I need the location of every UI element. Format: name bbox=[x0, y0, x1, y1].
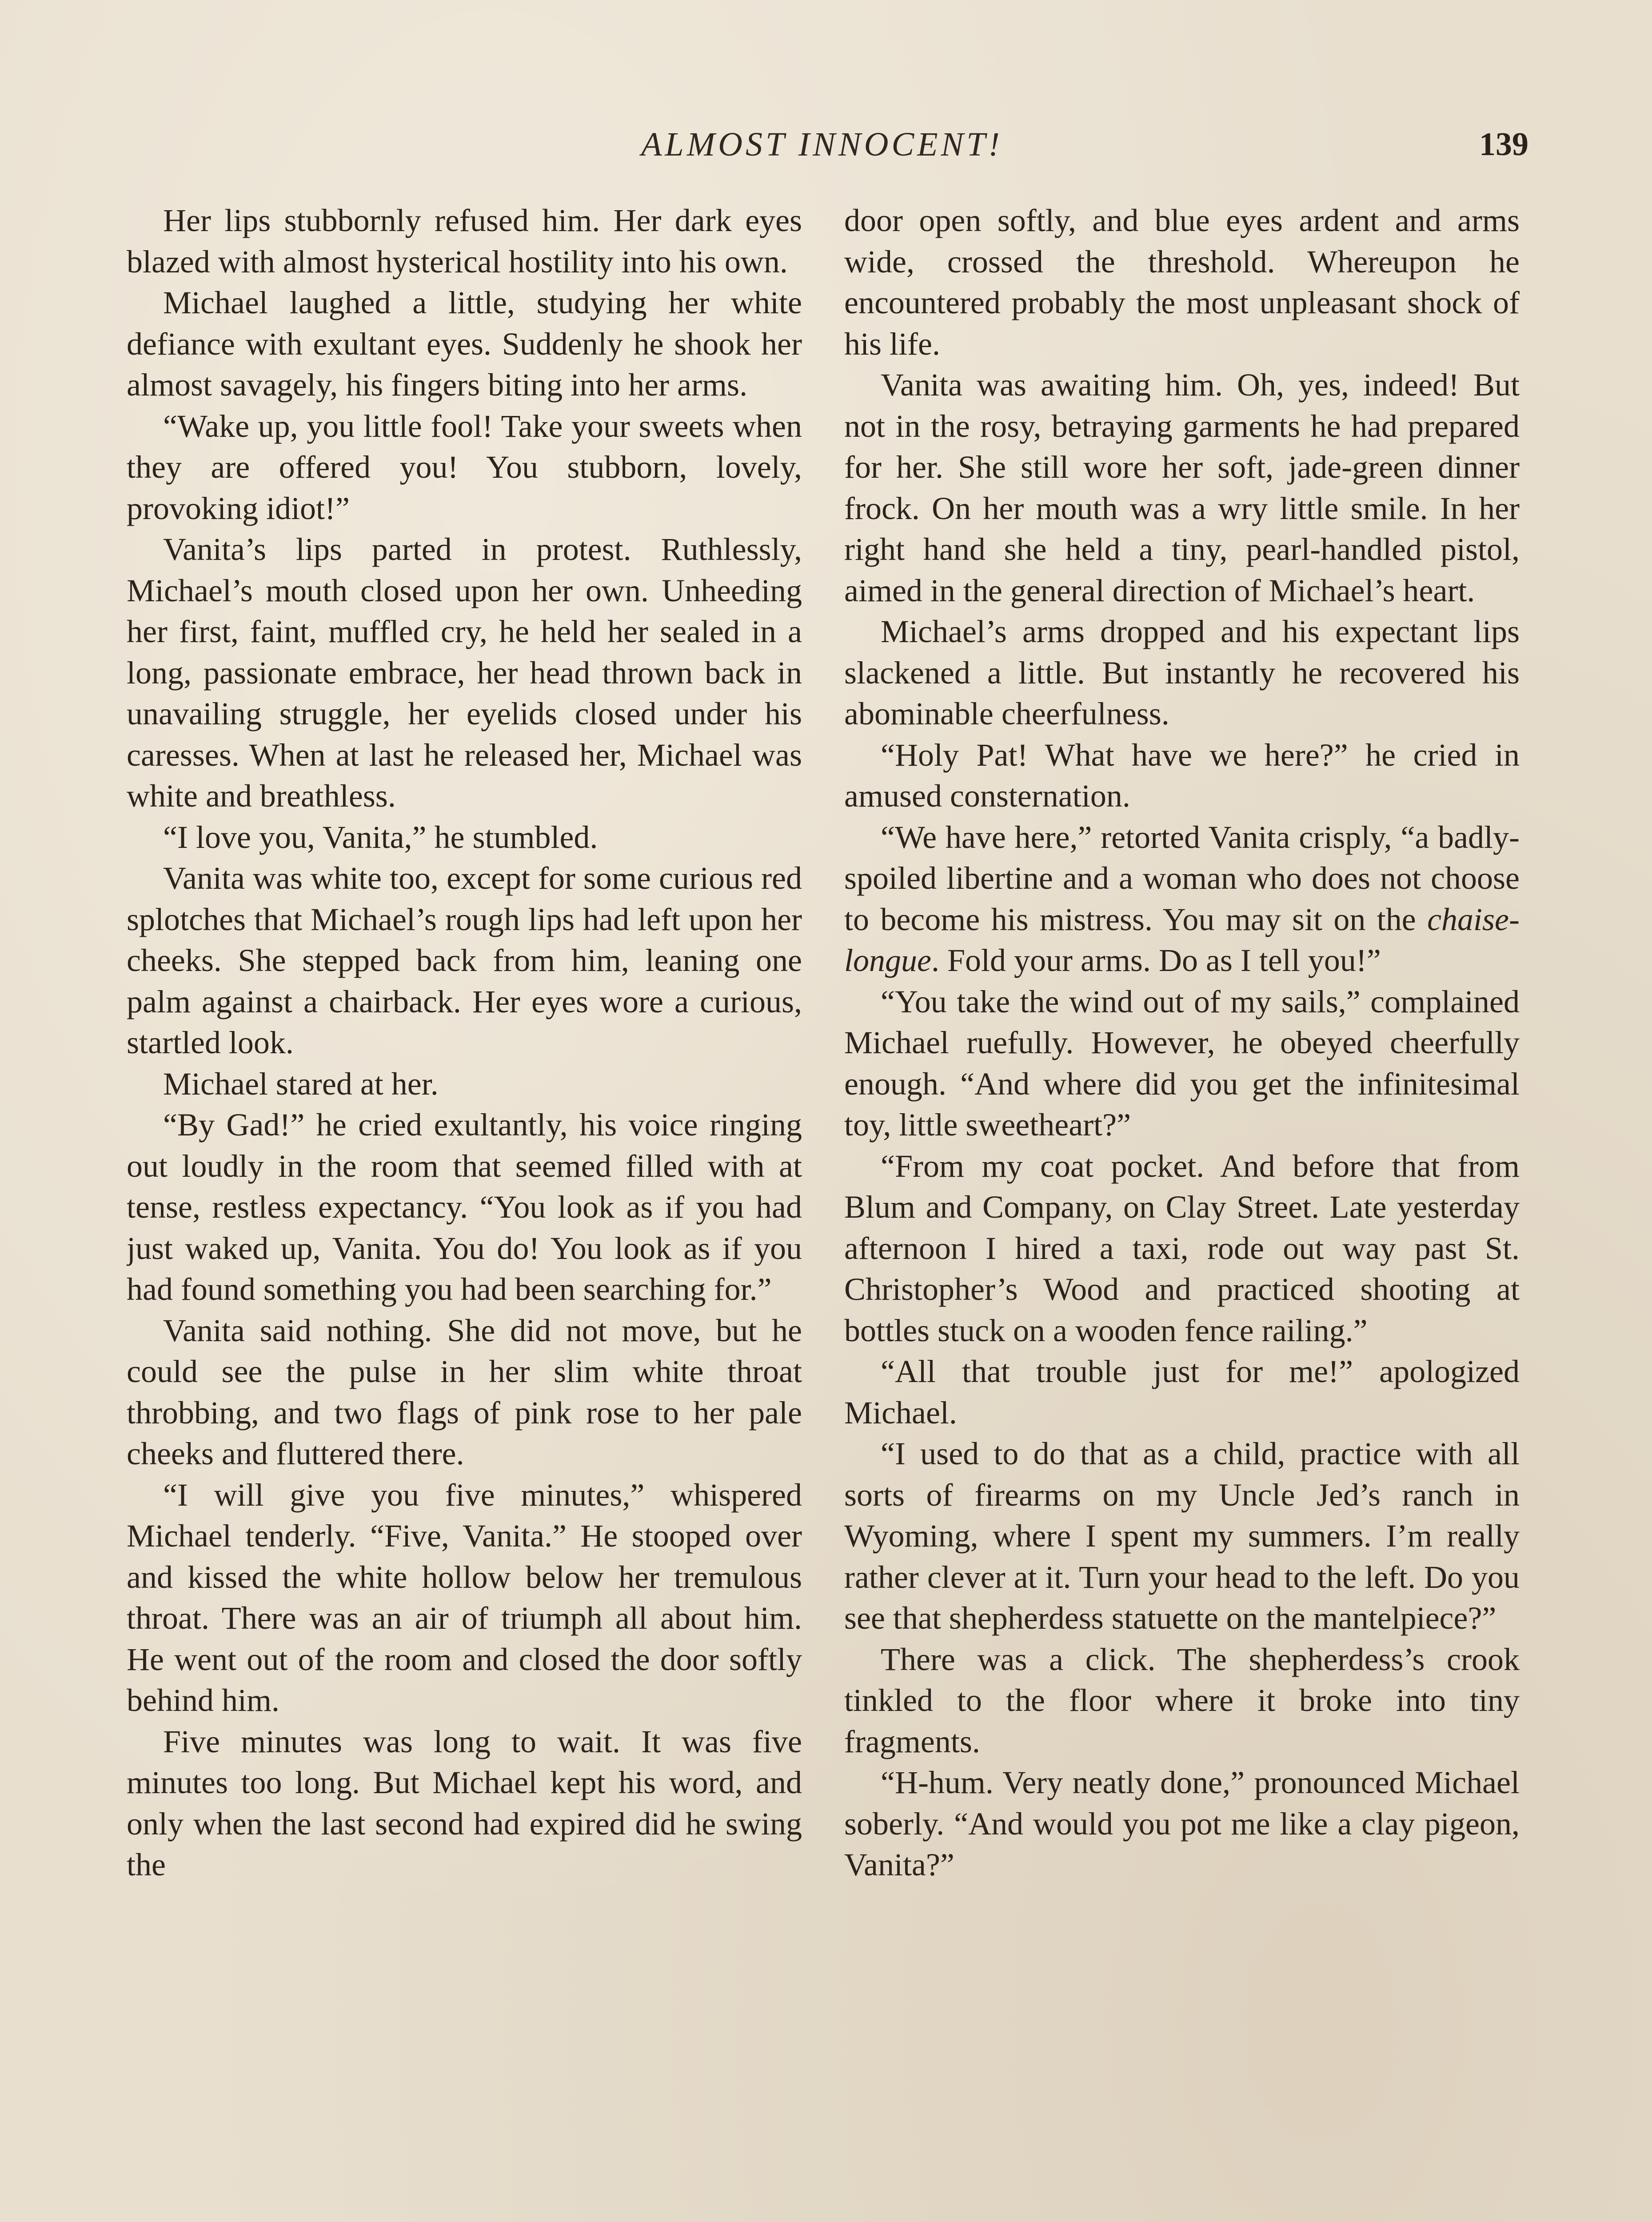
paragraph: Five minutes was long to wait. It was five minutes too long. But Michael kept his word, and only when the last second had expired did he swing the bbox=[127, 1723, 802, 1882]
paragraph: “By Gad!” he cried exultantly, his voice ringing out loudly in the room that seemed filled with at tense, restless expectancy. “You look as if you had just waked up, Vanita. You do! You look as if you had found something you had been searching for.” bbox=[127, 1107, 802, 1307]
italic-term: chaise-longue bbox=[844, 901, 1520, 978]
paragraph: Vanita was awaiting him. Oh, yes, indeed! But not in the rosy, betraying garments he had prepared for her. She still wore her soft, jade-green dinner frock. On her mouth was a wry little smile. In her right hand she held a tiny, pearl-handled pistol, aimed in the general direction of Michael’s heart. bbox=[844, 367, 1520, 608]
paragraph: “All that trouble just for me!” apologized Michael. bbox=[844, 1354, 1520, 1431]
running-title: ALMOST INNOCENT! bbox=[641, 126, 1003, 163]
paragraph-continuation: door open softly, and blue eyes ardent and arms wide, crossed the threshold. Whereupon he encountered probably the most unpleasant shock of his life. bbox=[844, 203, 1520, 362]
paragraph: “Wake up, you little fool! Take your sweets when they are offered you! You stubborn, lovely, provoking idiot!” bbox=[127, 408, 802, 526]
text-column-left bbox=[127, 200, 802, 2222]
paragraph-with-italic bbox=[844, 817, 1520, 981]
paragraph: Michael’s arms dropped and his expectant lips slackened a little. But instantly he recovered his abominable cheerfulness. bbox=[844, 614, 1520, 731]
paragraph: Vanita said nothing. She did not move, but he could see the pulse in her slim white throat throbbing, and two flags of pink rose to her pale cheeks and fluttered there. bbox=[127, 1312, 802, 1471]
paragraph: Vanita’s lips parted in protest. Ruthlessly, Michael’s mouth closed upon her own. Unheeding her first, faint, muffled cry, he held her sealed in a long, passionate embrace, her head thrown back in unavailing struggle, her eyelids closed under his caresses. When at last he released her, Michael was white and breathless. bbox=[127, 532, 802, 814]
paragraph: There was a click. The shepherdess’s crook tinkled to the floor where it broke into tiny fragments. bbox=[844, 1641, 1520, 1759]
paragraph: “You take the wind out of my sails,” complained Michael ruefully. However, he obeyed cheerfully enough. “And where did you get the infinitesimal toy, little sweetheart?” bbox=[844, 983, 1520, 1143]
page-number: 139 bbox=[1479, 126, 1528, 163]
paragraph: Her lips stubbornly refused him. Her dark eyes blazed with almost hysterical hostility into his own. bbox=[127, 203, 802, 280]
paragraph: “H-hum. Very neatly done,” pronounced Michael soberly. “And would you pot me like a clay pigeon, Vanita?” bbox=[844, 1765, 1520, 1882]
paragraph: Michael laughed a little, studying her white defiance with exultant eyes. Suddenly he shook her almost savagely, his fingers biting into her arms. bbox=[127, 285, 802, 403]
paragraph: Michael stared at her. bbox=[163, 1066, 439, 1102]
text-column-right bbox=[844, 200, 1520, 2222]
paragraph: “I love you, Vanita,” he stumbled. bbox=[163, 819, 598, 855]
paragraph: Vanita was white too, except for some curious red splotches that Michael’s rough lips had left upon her cheeks. She stepped back from him, leaning one palm against a chairback. Her eyes wore a curious, startled look. bbox=[127, 860, 802, 1060]
paragraph: “From my coat pocket. And before that from Blum and Company, on Clay Street. Late yesterday afternoon I hired a taxi, rode out way past St. Christopher’s Wood and practiced shooting at bottles stuck on a wooden fence railing.” bbox=[844, 1148, 1520, 1348]
text-run: . Fold your arms. Do as I tell you!” bbox=[931, 943, 1381, 978]
paragraph: “I used to do that as a child, practice with all sorts of firearms on my Uncle Jed’s ranch in Wyoming, where I spent my summers. I’m really rather clever at it. Turn your head to the left. Do you see that shepherdess statuette on the mantelpiece?” bbox=[844, 1436, 1520, 1636]
paragraph: “Holy Pat! What have we here?” he cried in amused consternation. bbox=[844, 737, 1520, 814]
page-header bbox=[0, 120, 1652, 169]
text-run: “We have here,” retorted Vanita crisply, “a badly-spoiled libertine and a woman who does not choose to become his mistress. You may sit on the bbox=[844, 819, 1520, 937]
paragraph: “I will give you five minutes,” whispered Michael tenderly. “Five, Vanita.” He stooped over and kissed the white hollow below her tremulous throat. There was an air of triumph all about him. He went out of the room and closed the door softly behind him. bbox=[127, 1477, 802, 1718]
